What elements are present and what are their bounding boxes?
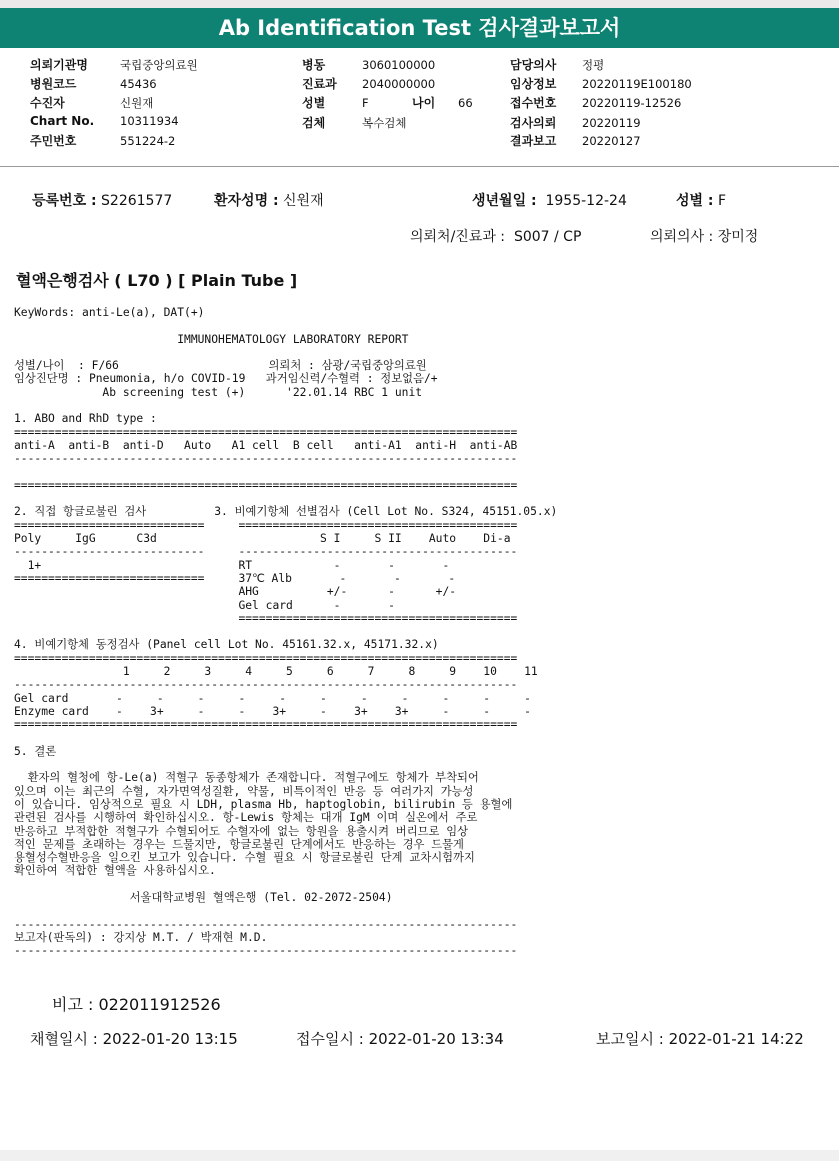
report-line: 확인하여 적합한 혈액을 사용하십시오. [14,864,216,878]
report-line: IMMUNOHEMATOLOGY LABORATORY REPORT [14,332,409,346]
info-reported: 결과보고 20220127 [510,134,641,148]
header-divider [0,166,839,167]
report-line: 용혈성수혈반응을 일으킨 보고가 있습니다. 수혈 필요 시 항글로불린 단계 교차시험까지 [14,851,475,865]
report-line: 2. 직접 항글로불린 검사 3. 비예기항체 선별검사 (Cell Lot No. S324, 45151.05.x) [14,505,558,519]
bottom-strip [0,1150,839,1161]
info-receipt-no: 접수번호 20220119-12526 [510,96,682,110]
report-line: Gel card - - - - - - - - - - - [14,691,531,705]
report-line: 환자의 혈청에 항-Le(a) 적혈구 동종항체가 존재합니다. 적혈구에도 항체가 부착되어 [14,771,479,785]
report-time: 보고일시 : 2022-01-21 14:22 [596,1030,804,1048]
report-line: -------------------------------------------------------------------------- [14,678,518,692]
report-line: 있으며 이는 최근의 수혈, 자가면역성질환, 약물, 비특이적인 반응 등 여러가지 가능성 [14,784,474,798]
remarks: 비고 : 022011912526 [52,995,221,1014]
report-line: 5. 결론 [14,744,57,758]
report-line: 1+ RT - - - [14,558,450,572]
info-department: 진료과 2040000000 [302,77,436,91]
report-line: 성별/나이 : F/66 의뢰처 : 삼광/국립중앙의료원 [14,359,427,373]
report-body [14,306,557,958]
report-title: Ab Identification Test 검사결과보고서 [0,8,839,48]
order-info-block [0,48,839,166]
report-line [14,904,557,917]
report-line: ========================================================================== [14,718,518,732]
info-ward: 병동 3060100000 [302,58,436,72]
report-line: ========================================= [14,611,518,625]
info-sex: 성별 F [302,96,369,110]
collection-time: 채혈일시 : 2022-01-20 13:15 [30,1030,238,1048]
info-requested: 검사의뢰 20220119 [510,116,641,130]
report-line: -------------------------------------------------------------------------- [14,944,518,958]
registration-number: 등록번호 : S2261577 [32,193,173,209]
report-line: ========================================================================== [14,425,518,439]
report-line: Ab screening test (+) '22.01.14 RBC 1 unit [14,385,423,399]
report-line: AHG +/- - +/- [14,585,457,599]
info-age: 나이 66 [412,96,473,110]
report-line [14,492,557,505]
report-line: -------------------------------------------------------------------------- [14,917,518,931]
report-line: ========================================================================== [14,651,518,665]
report-line: Enzyme card - 3+ - - 3+ - 3+ 3+ - - - [14,704,531,718]
report-line [14,346,557,359]
report-line: 1 2 3 4 5 6 7 8 9 10 11 [14,665,538,679]
info-resident-no: 주민번호 551224-2 [30,134,176,148]
report-line: ============================ 37℃ Alb - - - [14,571,456,585]
patient-sex: 성별 : F [676,193,727,209]
report-line [14,732,557,745]
info-patient: 수진자 신원재 [30,96,154,110]
report-line: ========================================================================== [14,478,518,492]
section-title: 혈액은행검사 ( L70 ) [ Plain Tube ] [16,271,298,290]
report-line: 적인 문제를 초래하는 경우는 드물지만, 항글로불린 단계에서도 반응하는 경우 드물게 [14,837,464,851]
report-line: anti-A anti-B anti-D Auto A1 cell B cell anti-A1 anti-H anti-AB [14,438,518,452]
report-line [14,466,557,479]
report-line: KeyWords: anti-Le(a), DAT(+) [14,306,205,319]
report-line: Poly IgG C3d S I S II Auto Di-a [14,532,511,546]
report-line: 보고자(판독의) : 강지상 M.T. / 박재현 M.D. [14,930,268,944]
report-line: ---------------------------- ----------------------------------------- [14,545,518,559]
report-line [14,399,557,412]
date-of-birth: 생년월일 : 1955-12-24 [472,193,627,209]
report-line: 1. ABO and RhD type : [14,412,157,426]
info-hospital-code: 병원코드 45436 [30,77,157,91]
info-physician: 담당의사 정평 [510,58,605,72]
report-line [14,758,557,771]
info-institution: 의뢰기관명 국립중앙의료원 [30,58,198,72]
top-strip [0,0,839,8]
report-line: 서울대학교병원 혈액은행 (Tel. 02-2072-2504) [14,891,393,905]
report-line [14,319,557,332]
info-clinical: 임상정보 20220119E100180 [510,77,692,91]
info-chart-no: Chart No. 10311934 [30,114,179,128]
report-line: 4. 비예기항체 동정검사 (Panel cell Lot No. 45161.32.x, 45171.32.x) [14,638,439,652]
report-line [14,878,557,891]
report-line: ============================ ========================================= [14,518,518,532]
referring-doctor: 의뢰의사 : 장미정 [650,229,759,245]
report-line: Gel card - - [14,598,395,612]
receipt-time: 접수일시 : 2022-01-20 13:34 [296,1030,504,1048]
report-line: 반응하고 부적합한 적혈구가 수혈되어도 수혈자에 없는 항원을 용출시켜 버리므로 임상 [14,824,469,838]
patient-name: 환자성명 : 신원재 [214,193,324,209]
referring-dept: 의뢰처/진료과 : S007 / CP [410,229,582,245]
report-line: 이 있습니다. 임상적으로 필요 시 LDH, plasma Hb, haptoglobin, bilirubin 등 용혈에 [14,797,513,811]
report-line: 관련된 검사를 시행하여 확인하십시오. 항-Lewis 항체는 대개 IgM 이며 실온에서 주로 [14,811,478,825]
info-specimen: 검체 복수검체 [302,116,407,130]
report-line: 임상진단명 : Pneumonia, h/o COVID-19 과거임신력/수혈력 : 정보없음/+ [14,372,438,386]
report-line: -------------------------------------------------------------------------- [14,452,518,466]
report-line [14,625,557,638]
